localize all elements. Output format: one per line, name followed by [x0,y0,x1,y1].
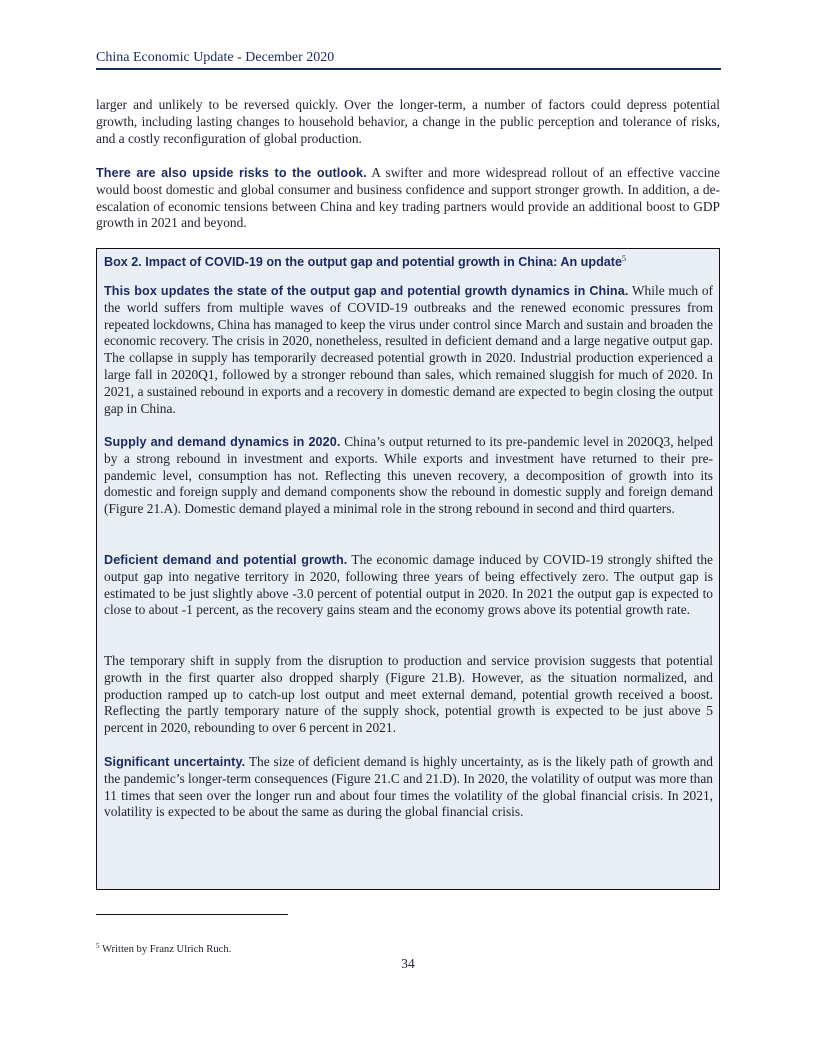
box-title [104,250,626,271]
header-title: China Economic Update - December 2020 [96,50,335,65]
page-header [96,48,721,70]
box-paragraph-lead: This box updates the state of the output gap and potential growth dynamics in China. [104,284,629,298]
body-paragraph-2 [96,165,720,232]
box-paragraph-text: China’s output returned to its pre-pandemic level in 2020Q3, helped by a strong rebound in investment and exports. While exports and investment have returned to their pre-pandemic level, consumption has not. Reflecting this uneven recovery, a decomposition of growth into its domestic and foreign supply and demand components show the rebound in domestic supply and foreign demand (Figure 21.A). Domestic demand played a minimal role in the strong rebound in second and third quarters. [104,434,713,517]
box-title-text: Box 2. Impact of COVID-19 on the output gap and potential growth in China: An update [104,255,622,269]
footnote-text: Written by Franz Ulrich Ruch. [99,944,232,955]
box-2 [96,248,720,890]
box-paragraph-text: The size of deficient demand is highly uncertainty, as is the likely path of growth and the pandemic’s longer-term consequences (Figure 21.C and 21.D). In 2020, the volatility of output was more than 11 times that seen over the longer run and about four times the volatility of the global financial crisis. In 2021, volatility is expected to be about the same as during the global financial crisis. [104,754,714,820]
box-paragraph-5 [104,754,713,821]
paragraph-text: A swifter and more widespread rollout of an effective vaccine would boost domestic and global consumer and business confidence and support stronger growth. In addition, a de-escalation of economic tensions between China and key trading partners would provide an additional boost to GDP growth in 2021 and beyond. [96,165,721,231]
footnote-mark: 5 [96,942,100,950]
paragraph-lead: There are also upside risks to the outlook. [96,166,367,180]
box-paragraph-text: The temporary shift in supply from the disruption to production and service provision suggests that potential growth in the first quarter also dropped sharply (Figure 21.B). However, as the situation normalized, and production ramped up to catch-up lost output and meet external demand, potential growth received a boost. Reflecting the partly temporary nature of the supply shock, potential growth is expected to be just above 5 percent in 2020, rebounding to over 6 percent in 2021. [104,653,713,736]
box-paragraph-4 [104,653,713,737]
page-number: 34 [401,956,415,971]
footnote [96,942,231,955]
box-paragraph-1 [104,283,713,417]
box-paragraph-text: While much of the world suffers from multiple waves of COVID-19 outbreaks and the renewed economic pressures from repeated lockdowns, China has managed to keep the virus under control since March and sustain and broaden the economic recovery. The crisis in 2020, nonetheless, resulted in deficient demand and a large negative output gap. The collapse in supply has temporarily decreased potential growth in 2020. Industrial production experienced a large fall in 2020Q1, followed by a stronger rebound than sales, which remained sluggish for much of 2020. In 2021, a sustained rebound in exports and a recovery in domestic demand are expected to begin closing the output gap in China. [104,283,713,416]
paragraph-text: larger and unlikely to be reversed quickly. Over the longer-term, a number of factors could depress potential growth, including lasting changes to household behavior, a change in the public perception and tolerance of risks, and a costly reconfiguration of global production. [96,97,720,146]
box-paragraph-lead: Supply and demand dynamics in 2020. [104,435,341,449]
box-paragraph-lead: Deficient demand and potential growth. [104,553,348,567]
box-title-footnote-mark[interactable]: 5 [621,254,626,263]
box-paragraph-lead: Significant uncertainty. [104,755,246,769]
box-paragraph-2 [104,434,713,518]
body-paragraph-1 [96,97,720,147]
footnote-divider [96,914,288,915]
box-paragraph-3 [104,552,713,619]
box-paragraph-text: The economic damage induced by COVID-19 strongly shifted the output gap into negative territory in 2020, following three years of being effectively zero. The output gap is estimated to be just slightly above -3.0 percent of potential output in 2020. In 2021 the output gap is expected to close to about -1 percent, as the recovery gains steam and the economy grows above its potential growth rate. [104,552,713,618]
